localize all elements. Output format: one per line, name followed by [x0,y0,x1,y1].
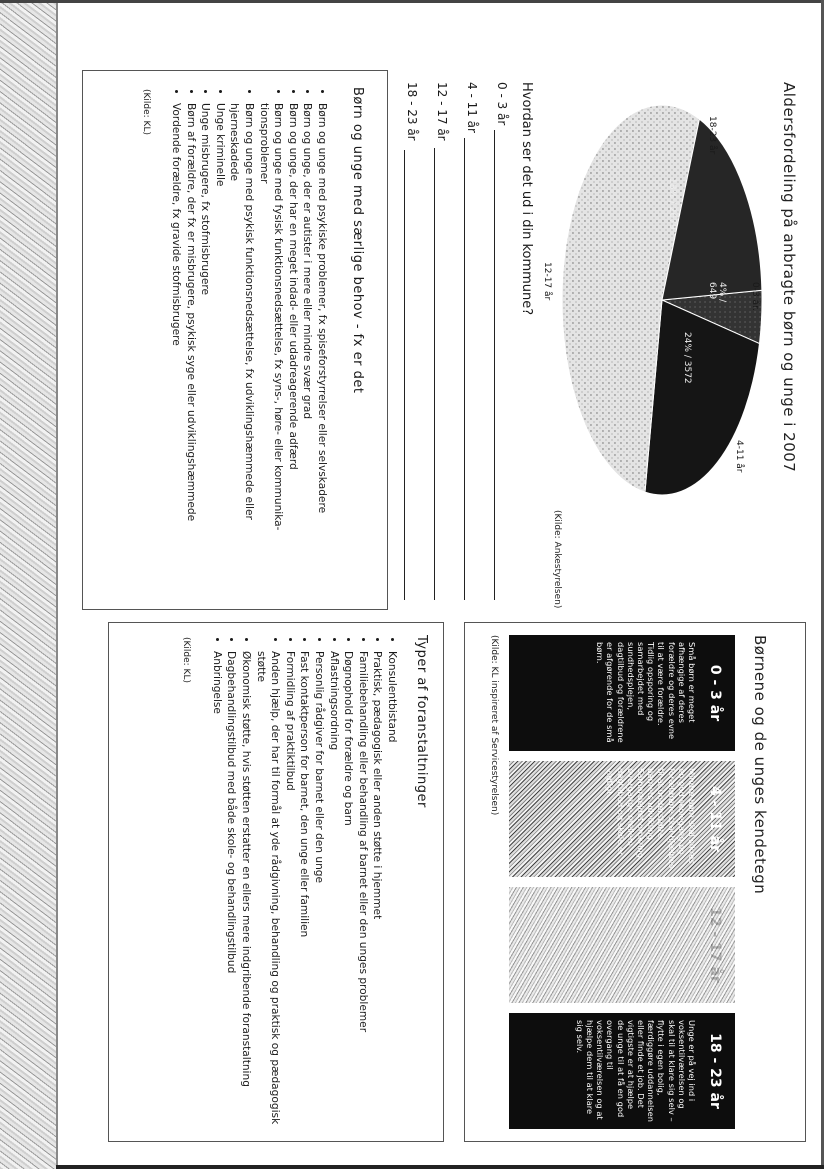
pie-label-0-3: 0-3 år. [750,282,760,311]
answer-label-0-3: 0 - 3 år [495,82,509,126]
needs-list [168,89,329,613]
needs-item: • Børn og unge med fysisk funktionsnedsættelse, fx syns-, høre- eller kommunika- [271,103,286,613]
measures-item: • Aflastningsordning [326,651,341,1151]
pie-panel [435,70,812,610]
feature-col-18-23 [509,1013,735,1129]
measures-item: • Døgnophold for forældre og barn [341,651,356,1151]
answer-label-12-17: 12 - 17 år [435,82,449,141]
needs-panel [82,70,388,610]
feature-heading-4-11: 4 - 11 år [707,785,723,852]
needs-item-cont: hjerneskadede [228,103,241,182]
measures-list [209,637,399,1151]
measures-item: • Formidling af praktiktilbud [282,651,297,1151]
measures-item-cont: støtte [254,651,267,682]
feature-text-0-3: Små børn er meget afhængige af deres forældre og deres evne til at være forældre. Tidlig opsporing og samarbejdet med sundhedsplejen, dagtilbud og forældrene er afgørende for de små børn. [595,642,697,743]
needs-item: • Børn og unge, der er autister i mere eller mindre svær grad [300,103,315,613]
needs-item: • Børn af forældre, der fx er misbrugere, psykisk syge eller udviklingshæmmede [183,103,198,613]
scan-edge-noise [0,0,58,1169]
pie-label-12-17: 12-17 år [542,262,552,301]
feature-text-4-11: Mindre børn skal sikres en god skolegang og forældrene skal hjælpes til at understøtte barnets udvikling. Samarbejdet omkring overgange mellem dagtilbud og skole er vigtigt. [605,768,697,869]
pie-value-0-3: 4% / 649 [707,282,727,303]
answer-label-18-23: 18 - 23 år [405,82,419,141]
municipality-question: Hvordan ser det ud i din kommune? [519,82,534,316]
measures-item: • Konsulentbistand [384,651,399,1151]
feature-text-18-23: Unge er på vej ind i voksentilværelsen og skal til at klare sig selv – flytte i egen bolig, færdiggøre uddannelsen eller finde et job. Det vigtigste er at hjælpe de unge til at få en god overgang til voksentilværelsen og at hjælpe dem til at klare sig selv. [574,1020,697,1122]
needs-item: • Børn og unge, der har en meget indad- eller udadreagerende adfærd [285,103,300,613]
feature-heading-0-3: 0 - 3 år [707,664,723,722]
needs-item: • Børn og unge med psykiske problemer, fx spiseforstyrrelser eller selvskadere [314,103,329,613]
scan-border-bottom [56,1165,824,1169]
feature-col-12-17 [509,887,735,1003]
feature-col-4-11 [509,761,735,877]
needs-item: • Unge misbrugere, fx stofmisbrugere [198,103,213,613]
measures-item: • Anden hjælp, der har til formål at yde rådgivning, behandling og praktisk og pædagogisk [268,651,283,1151]
needs-item: • Børn og unge med psykisk funktionsnedsættelse, fx udviklingshæmmede eller [241,103,256,613]
measures-item: • Fast kontaktperson for barnet, den unge eller familien [297,651,312,1151]
pie-source: (Kilde: Ankestyrelsen) [552,510,562,609]
answer-line-12-17[interactable] [434,148,435,600]
needs-item: • Unge kriminelle [212,103,227,613]
needs-item-cont: tionsproblemer [257,103,270,184]
feature-heading-18-23: 18 - 23 år [707,1033,723,1109]
features-source: (Kilde: KL inspireret af Servicestyrelsen) [489,635,499,816]
pie-label-4-11: 4-11 år [734,440,744,473]
measures-item: • Dagbehandlingstilbud med både skole- og behandlingstilbud [224,651,239,1151]
needs-title: Børn og unge med særlige behov - fx er det [350,87,365,394]
needs-item: • Vordende forældre, fx gravide stofmisbrugere [168,103,183,613]
answer-line-18-23[interactable] [404,150,405,600]
needs-source: (Kilde: KL) [141,89,151,135]
feature-heading-12-17: 12 - 17 år [707,907,723,983]
pie-value-18-23: 18% / 2679 [667,178,677,230]
pie-value-4-11: 24% / 3572 [682,332,692,384]
measures-title: Typer af foranstaltninger [414,635,429,808]
measures-item: • Familiebehandling eller behandling af barnet eller den unges problemer [355,651,370,1151]
pie-label-18-23: 18-23 år [707,116,717,155]
features-panel [464,622,806,1142]
measures-item: • Personlig rådgiver for barnet eller den unge [311,651,326,1151]
feature-col-0-3 [509,635,735,751]
measures-item: • Økonomisk støtte, hvis støtten erstatter en ellers mere indgribende foranstaltning [238,651,253,1151]
pie-title: Aldersfordeling på anbragte børn og unge i 2007 [780,82,798,473]
measures-item: • Praktisk, pædagogisk eller anden støtte i hjemmet [370,651,385,1151]
scan-border-top [0,0,824,3]
landscape-page [64,70,812,1150]
age-pie-chart [542,70,772,610]
answer-line-0-3[interactable] [494,130,495,600]
features-title: Børnene og de unges kendetegn [751,635,769,895]
answer-label-4-11: 4 - 11 år [465,82,479,133]
measures-item: • Anbringelse [209,651,224,1151]
measures-source: (Kilde: KL) [181,637,191,683]
measures-panel [108,622,444,1142]
answer-line-4-11[interactable] [464,138,465,600]
